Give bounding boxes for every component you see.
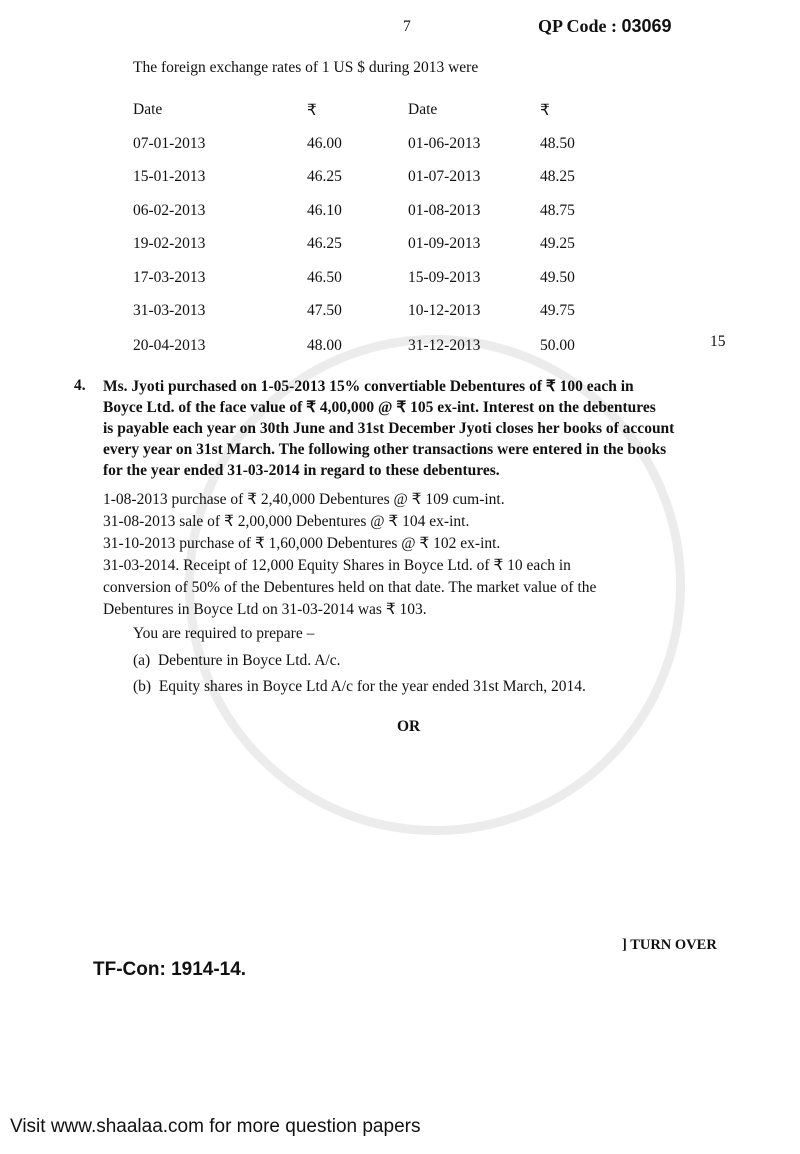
qp-code-value: 03069 [621, 16, 672, 36]
question-text [103, 376, 729, 481]
turn-over: ] TURN OVER [622, 937, 717, 953]
rate-cell: 49.25 [540, 235, 575, 252]
intro-text: The foreign exchange rates of 1 US $ during 2013 were [133, 59, 479, 76]
transaction-line: 31-03-2014. Receipt of 12,000 Equity Shares in Boyce Ltd. of ₹ 10 each in [103, 557, 571, 574]
rate-cell: 48.00 [307, 337, 342, 354]
date-cell: 01-07-2013 [408, 168, 481, 185]
question-line: Ms. Jyoti purchased on 1-05-2013 15% convertiable Debentures of ₹ 100 each in [103, 378, 634, 395]
tf-code: TF-Con: 1914-14. [93, 959, 247, 980]
transactions [103, 489, 729, 621]
rate-cell: 46.25 [307, 168, 342, 185]
page-number: 7 [403, 18, 411, 35]
part-a: (a) Debenture in Boyce Ltd. A/c. [133, 652, 341, 669]
rate-cell: 48.25 [540, 168, 575, 185]
footer-link[interactable]: Visit www.shaalaa.com for more question papers [10, 1116, 421, 1137]
qp-code-label: QP Code : [538, 16, 617, 36]
table-header: Date [133, 101, 163, 118]
date-cell: 01-08-2013 [408, 202, 481, 219]
table-header: ₹ [540, 102, 550, 119]
date-cell: 06-02-2013 [133, 202, 206, 219]
date-cell: 01-09-2013 [408, 235, 481, 252]
rate-cell: 48.75 [540, 202, 575, 219]
required-text: You are required to prepare – [133, 625, 315, 642]
transaction-line: 31-08-2013 sale of ₹ 2,00,000 Debentures @ ₹ 104 ex-int. [103, 513, 470, 530]
question-line: Boyce Ltd. of the face value of ₹ 4,00,000 @ ₹ 105 ex-int. Interest on the debentures [103, 399, 656, 416]
part-b: (b) Equity shares in Boyce Ltd A/c for the year ended 31st March, 2014. [133, 678, 586, 695]
rate-cell: 49.50 [540, 269, 575, 286]
rate-cell: 48.50 [540, 135, 575, 152]
question-number: 4. [74, 377, 86, 394]
rate-cell: 46.50 [307, 269, 342, 286]
date-cell: 19-02-2013 [133, 235, 206, 252]
table-header: Date [408, 101, 438, 118]
date-cell: 31-03-2013 [133, 302, 206, 319]
date-cell: 31-12-2013 [408, 337, 481, 354]
rate-cell: 47.50 [307, 302, 342, 319]
date-cell: 20-04-2013 [133, 337, 206, 354]
table-header: ₹ [307, 102, 317, 119]
rate-cell: 50.00 [540, 337, 575, 354]
rate-cell: 46.10 [307, 202, 342, 219]
question-body [103, 376, 729, 737]
date-cell: 10-12-2013 [408, 302, 481, 319]
transaction-line: 1-08-2013 purchase of ₹ 2,40,000 Debentures @ ₹ 109 cum-int. [103, 491, 505, 508]
question-line: is payable each year on 30th June and 31st December Jyoti closes her books of account [103, 420, 675, 437]
qp-code [538, 16, 672, 37]
transaction-line: 31-10-2013 purchase of ₹ 1,60,000 Debentures @ ₹ 102 ex-int. [103, 535, 501, 552]
marks: 15 [710, 333, 726, 350]
or-separator: OR [397, 718, 421, 735]
transaction-line: Debentures in Boyce Ltd on 31-03-2014 was ₹ 103. [103, 601, 427, 618]
date-cell: 17-03-2013 [133, 269, 206, 286]
date-cell: 07-01-2013 [133, 135, 206, 152]
date-cell: 15-09-2013 [408, 269, 481, 286]
rate-cell: 46.25 [307, 235, 342, 252]
question-line: for the year ended 31-03-2014 in regard to these debentures. [103, 462, 500, 479]
question-line: every year on 31st March. The following other transactions were entered in the books [103, 441, 667, 458]
date-cell: 15-01-2013 [133, 168, 206, 185]
rate-cell: 49.75 [540, 302, 575, 319]
transaction-line: conversion of 50% of the Debentures held on that date. The market value of the [103, 579, 597, 596]
rate-cell: 46.00 [307, 135, 342, 152]
date-cell: 01-06-2013 [408, 135, 481, 152]
